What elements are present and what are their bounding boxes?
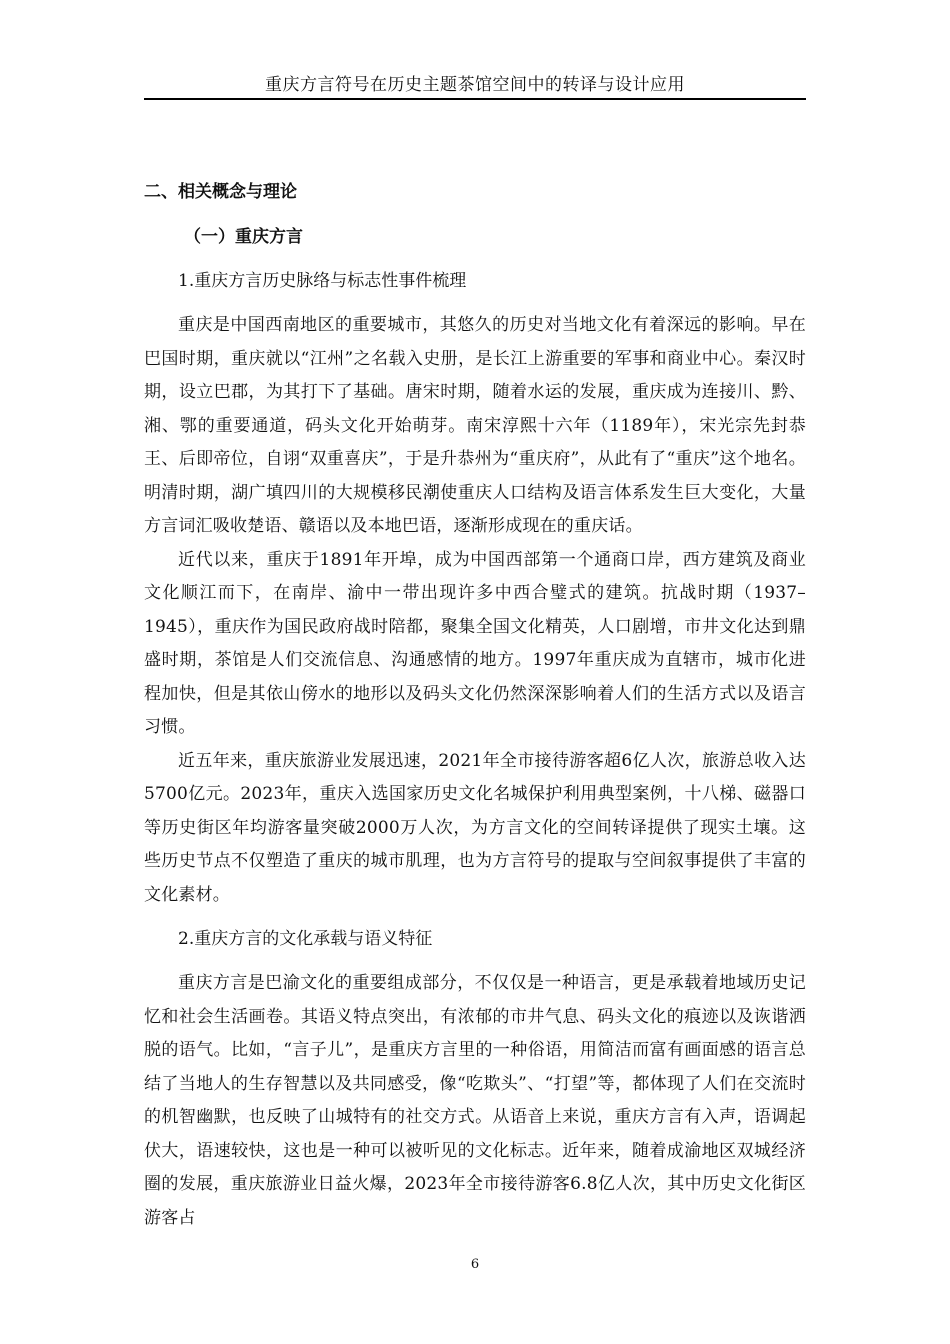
paragraph: 重庆方言是巴渝文化的重要组成部分，不仅仅是一种语言，更是承载着地域历史记忆和社会生活画卷。其语义特点突出，有浓郁的市井气息、码头文化的痕迹以及诙谐洒脱的语气。比如，“言子儿”，是重庆方言里的一种俗语，用简洁而富有画面感的语言总结了当地人的生存智慧以及共同感受，像“吃欺头”、“打望”等，都体现了人们在交流时的机智幽默，也反映了山城特有的社交方式。从语音上来说，重庆方言有入声，语调起伏大，语速较快，这也是一种可以被听见的文化标志。近年来，随着成渝地区双城经济圈的发展，重庆旅游业日益火爆，2023年全市接待游客6.8亿人次，其中历史文化街区游客占: [144, 973, 806, 1228]
paragraph: 重庆是中国西南地区的重要城市，其悠久的历史对当地文化有着深远的影响。早在巴国时期，重庆就以“江州”之名载入史册，是长江上游重要的军事和商业中心。秦汉时期，设立巴郡，为其打下了基础。唐宋时期，随着水运的发展，重庆成为连接川、黔、湘、鄂的重要通道，码头文化开始萌芽。南宋淳熙十六年（1189年），宋光宗先封恭王、后即帝位，自诩“双重喜庆”，于是升恭州为“重庆府”，从此有了“重庆”这个地名。明清时期，湖广填四川的大规模移民潮使重庆人口结构及语言体系发生巨大变化，大量方言词汇吸收楚语、赣语以及本地巴语，逐渐形成现在的重庆话。: [144, 315, 806, 536]
section-heading: 二、相关概念与理论: [144, 182, 297, 202]
running-header-title: 重庆方言符号在历史主题茶馆空间中的转译与设计应用: [265, 75, 685, 95]
paragraph: 近五年来，重庆旅游业发展迅速，2021年全市接待游客超6亿人次，旅游总收入达5700亿元。2023年，重庆入选国家历史文化名城保护利用典型案例，十八梯、磁器口等历史街区年均游客量突破2000万人次，为方言文化的空间转译提供了现实土壤。这些历史节点不仅塑造了重庆的城市肌理，也为方言符号的提取与空间叙事提供了丰富的文化素材。: [144, 750, 806, 905]
topic-heading-history: 1.重庆方言历史脉络与标志性事件梳理: [178, 271, 467, 291]
subsection-heading: （一）重庆方言: [184, 227, 303, 247]
page-body: [144, 175, 806, 1235]
page-number: 6: [470, 1257, 480, 1272]
topic-heading-culture: 2.重庆方言的文化承载与语义特征: [178, 929, 433, 949]
paragraph: 近代以来，重庆于1891年开埠，成为中国西部第一个通商口岸，西方建筑及商业文化顺江而下，在南岸、渝中一带出现许多中西合璧式的建筑。抗战时期（1937–1945），重庆作为国民政府战时陪都，聚集全国文化精英，人口剧增，市井文化达到鼎盛时期，茶馆是人们交流信息、沟通感情的地方。1997年重庆成为直辖市，城市化进程加快，但是其依山傍水的地形以及码头文化仍然深深影响着人们的生活方式以及语言习惯。: [144, 549, 806, 737]
header-rule: [144, 98, 806, 100]
